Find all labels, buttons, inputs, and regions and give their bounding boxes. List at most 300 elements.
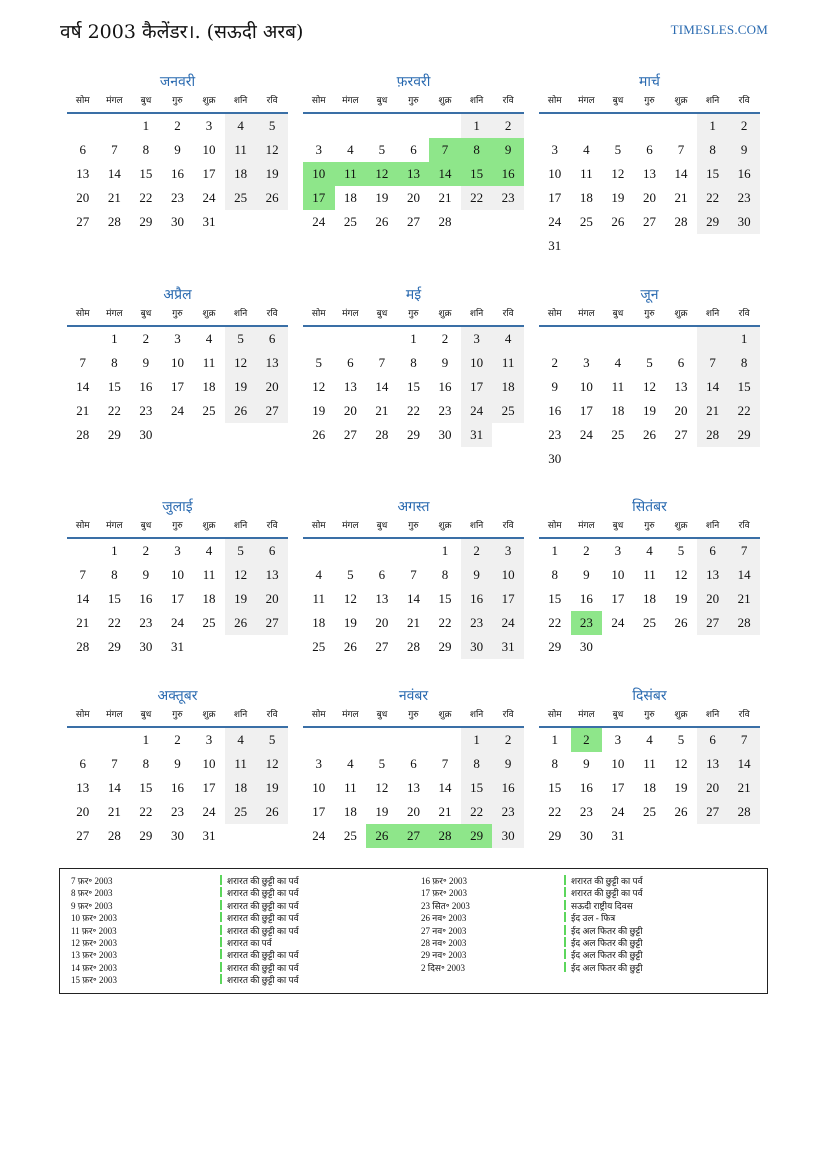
day-cell: 23 xyxy=(139,403,153,418)
day-cell: 10 xyxy=(170,355,184,370)
day-cell: 17 xyxy=(312,804,326,819)
weekday-label: गुरु xyxy=(408,521,419,531)
day-cell: 23 xyxy=(728,186,760,210)
weekday-header xyxy=(539,707,760,728)
day-cell: 8 xyxy=(697,138,729,162)
day-cell: 24 xyxy=(202,804,216,819)
day-cell: 9 xyxy=(551,379,559,394)
day-cell: 10 xyxy=(579,379,593,394)
month-calendar xyxy=(67,686,288,848)
day-cell: 25 xyxy=(312,639,326,654)
day-cell: 1 xyxy=(111,331,118,346)
day-cell: 14 xyxy=(107,780,121,795)
day-cell: 8 xyxy=(461,138,493,162)
empty-cell xyxy=(571,327,603,351)
day-cell: 30 xyxy=(170,828,184,843)
empty-cell xyxy=(303,728,335,752)
day-cell: 1 xyxy=(142,732,150,747)
day-cell: 30 xyxy=(170,214,184,229)
day-cell: 5 xyxy=(315,355,323,370)
day-cell: 10 xyxy=(170,567,184,582)
day-grid xyxy=(303,327,524,447)
empty-cell xyxy=(602,234,634,258)
empty-cell xyxy=(665,234,697,258)
day-cell: 26 xyxy=(312,427,326,442)
day-cell: 19 xyxy=(225,375,257,399)
day-cell: 18 xyxy=(225,162,257,186)
day-cell: 12 xyxy=(375,780,389,795)
day-cell: 11 xyxy=(580,166,593,181)
day-cell: 24 xyxy=(312,828,326,843)
weekday-label: बुध xyxy=(376,96,388,106)
weekday-label: गुरु xyxy=(172,521,183,531)
day-cell: 5 xyxy=(256,114,288,138)
legend-date: 7 फ़र॰ 2003 xyxy=(71,876,113,886)
empty-cell xyxy=(193,635,225,659)
site-link[interactable]: TIMESLES.COM xyxy=(670,22,768,37)
day-cell: 5 xyxy=(614,142,622,157)
weekday-label: बुध xyxy=(612,521,624,531)
day-cell: 11 xyxy=(335,162,367,186)
day-cell: 15 xyxy=(139,166,153,181)
day-cell: 21 xyxy=(76,403,90,418)
day-cell: 6 xyxy=(79,756,87,771)
day-cell: 26 xyxy=(642,427,656,442)
day-cell: 3 xyxy=(614,732,622,747)
day-cell: 17 xyxy=(202,780,216,795)
day-cell: 11 xyxy=(643,567,656,582)
day-cell: 2 xyxy=(441,331,449,346)
day-cell: 29 xyxy=(139,828,153,843)
day-cell: 6 xyxy=(410,142,417,157)
day-cell: 9 xyxy=(441,355,449,370)
day-cell: 16 xyxy=(492,776,524,800)
day-cell: 28 xyxy=(674,214,688,229)
month-calendar xyxy=(67,497,288,659)
day-cell: 29 xyxy=(406,427,420,442)
empty-cell xyxy=(366,539,398,563)
day-cell: 7 xyxy=(697,351,729,375)
day-cell: 4 xyxy=(315,567,323,582)
day-cell: 19 xyxy=(256,162,288,186)
legend-dates-right xyxy=(421,875,470,974)
day-cell: 17 xyxy=(170,379,184,394)
day-cell: 27 xyxy=(697,611,729,635)
day-cell: 2 xyxy=(571,728,603,752)
month-name: अप्रैल xyxy=(163,287,192,303)
weekday-label: शनि xyxy=(469,521,484,531)
legend-names-right xyxy=(564,875,643,974)
empty-cell xyxy=(67,327,99,351)
empty-cell xyxy=(366,114,398,138)
day-cell: 3 xyxy=(315,756,323,771)
day-cell: 18 xyxy=(642,780,656,795)
day-cell: 12 xyxy=(674,567,688,582)
day-cell: 29 xyxy=(107,427,121,442)
day-cell: 26 xyxy=(225,399,257,423)
weekday-label: शुक्र xyxy=(438,710,452,720)
day-cell: 30 xyxy=(579,828,593,843)
empty-cell xyxy=(162,423,194,447)
day-cell: 22 xyxy=(548,615,562,630)
day-cell: 20 xyxy=(256,587,288,611)
legend-holiday-name: ईद अल फितर की छुट्टी xyxy=(564,949,643,961)
empty-cell xyxy=(602,114,634,138)
day-cell: 21 xyxy=(107,804,121,819)
holiday-color-marker xyxy=(220,887,222,897)
day-cell: 1 xyxy=(551,732,559,747)
month-name: मई xyxy=(405,287,422,303)
day-cell: 9 xyxy=(583,756,590,771)
day-cell: 15 xyxy=(548,780,562,795)
day-cell: 28 xyxy=(76,639,90,654)
day-cell: 23 xyxy=(492,186,524,210)
day-cell: 19 xyxy=(343,615,357,630)
day-cell: 30 xyxy=(548,451,562,466)
empty-cell xyxy=(728,824,760,848)
legend-holiday-name: शरारत की छुट्टी का पर्व xyxy=(220,875,299,887)
day-cell: 19 xyxy=(375,804,389,819)
day-cell: 3 xyxy=(492,539,524,563)
weekday-label: गुरु xyxy=(172,309,183,319)
day-cell: 23 xyxy=(170,804,184,819)
day-cell: 2 xyxy=(492,114,524,138)
holiday-color-marker xyxy=(220,937,222,947)
weekday-label: शनि xyxy=(233,710,248,720)
day-cell: 4 xyxy=(225,114,257,138)
day-cell: 19 xyxy=(312,403,326,418)
empty-cell xyxy=(99,114,131,138)
day-grid xyxy=(303,539,524,659)
legend-date: 16 फ़र॰ 2003 xyxy=(421,876,467,886)
day-cell: 3 xyxy=(174,331,181,346)
day-cell: 12 xyxy=(225,351,257,375)
weekday-label: सोम xyxy=(547,710,562,720)
day-cell: 12 xyxy=(312,379,326,394)
day-cell: 24 xyxy=(611,804,625,819)
day-cell: 10 xyxy=(548,166,562,181)
day-cell: 8 xyxy=(410,355,417,370)
weekday-label: रवि xyxy=(738,96,750,106)
day-cell: 21 xyxy=(406,615,420,630)
day-cell: 11 xyxy=(492,351,524,375)
day-cell: 9 xyxy=(142,567,150,582)
weekday-label: शुक्र xyxy=(438,96,452,106)
day-cell: 8 xyxy=(551,567,559,582)
day-cell: 12 xyxy=(225,563,257,587)
day-cell: 13 xyxy=(697,752,729,776)
day-cell: 29 xyxy=(438,639,452,654)
month-name: जुलाई xyxy=(162,499,193,515)
empty-cell xyxy=(256,824,288,848)
day-cell: 31 xyxy=(611,828,625,843)
holiday-color-marker xyxy=(220,949,222,959)
day-cell: 19 xyxy=(642,403,656,418)
day-cell: 8 xyxy=(111,567,118,582)
month-calendar xyxy=(303,497,524,659)
day-cell: 14 xyxy=(76,591,90,606)
empty-cell xyxy=(728,234,760,258)
day-cell: 3 xyxy=(551,142,559,157)
holiday-color-marker xyxy=(564,937,566,947)
day-cell: 18 xyxy=(611,403,625,418)
legend-date: 9 फ़र॰ 2003 xyxy=(71,900,113,911)
day-cell: 28 xyxy=(728,800,760,824)
day-cell: 14 xyxy=(375,379,389,394)
day-cell: 31 xyxy=(461,423,493,447)
day-cell: 30 xyxy=(139,639,153,654)
day-cell: 1 xyxy=(142,118,150,133)
day-cell: 17 xyxy=(170,591,184,606)
empty-cell xyxy=(697,447,729,471)
weekday-label: रवि xyxy=(266,309,278,319)
weekday-label: मंगल xyxy=(578,710,595,720)
day-cell: 7 xyxy=(728,539,760,563)
day-cell: 6 xyxy=(256,327,288,351)
weekday-header xyxy=(539,93,760,114)
day-cell: 8 xyxy=(142,756,150,771)
weekday-label: रवि xyxy=(502,521,514,531)
day-cell: 9 xyxy=(583,567,590,582)
day-cell: 19 xyxy=(225,587,257,611)
day-cell: 22 xyxy=(107,615,121,630)
day-cell: 22 xyxy=(438,615,452,630)
weekday-label: शुक्र xyxy=(674,521,688,531)
day-cell: 7 xyxy=(429,138,461,162)
holiday-color-marker xyxy=(220,925,222,935)
day-cell: 16 xyxy=(170,780,184,795)
weekday-header xyxy=(67,306,288,327)
weekday-label: शुक्र xyxy=(674,96,688,106)
weekday-label: सोम xyxy=(75,521,90,531)
empty-cell xyxy=(602,635,634,659)
day-cell: 4 xyxy=(646,543,653,558)
day-cell: 18 xyxy=(312,615,326,630)
day-cell: 3 xyxy=(461,327,493,351)
month-calendar xyxy=(303,686,524,848)
day-cell: 1 xyxy=(728,327,760,351)
empty-cell xyxy=(366,327,398,351)
day-cell: 19 xyxy=(674,591,688,606)
day-cell: 12 xyxy=(256,752,288,776)
day-cell: 10 xyxy=(461,351,493,375)
day-cell: 3 xyxy=(205,118,213,133)
day-cell: 31 xyxy=(202,214,216,229)
weekday-label: बुध xyxy=(140,309,152,319)
day-cell: 25 xyxy=(642,615,656,630)
legend-holiday-name: सऊदी राष्ट्रीय दिवस xyxy=(564,900,643,912)
month-calendar xyxy=(67,72,288,234)
day-cell: 11 xyxy=(312,591,326,606)
empty-cell xyxy=(602,447,634,471)
weekday-label: रवि xyxy=(502,710,514,720)
day-cell: 13 xyxy=(697,563,729,587)
weekday-label: शुक्र xyxy=(202,309,216,319)
day-cell: 11 xyxy=(643,756,656,771)
day-cell: 26 xyxy=(674,615,688,630)
day-grid xyxy=(67,327,288,447)
day-cell: 28 xyxy=(76,427,90,442)
weekday-label: शनि xyxy=(705,710,720,720)
day-cell: 7 xyxy=(79,567,87,582)
empty-cell xyxy=(398,539,430,563)
weekday-label: शनि xyxy=(233,309,248,319)
day-cell: 13 xyxy=(343,379,357,394)
day-cell: 13 xyxy=(76,166,90,181)
day-cell: 20 xyxy=(642,190,656,205)
day-cell: 6 xyxy=(646,142,653,157)
day-cell: 1 xyxy=(461,728,493,752)
day-cell: 19 xyxy=(256,776,288,800)
day-cell: 24 xyxy=(170,403,184,418)
legend-date: 2 दिस॰ 2003 xyxy=(421,962,466,973)
legend-holiday-name: ईद अल फितर की छुट्टी xyxy=(564,937,643,949)
day-cell: 29 xyxy=(728,423,760,447)
legend-names-left xyxy=(220,875,299,987)
empty-cell xyxy=(665,114,697,138)
month-calendar xyxy=(539,497,760,659)
day-grid xyxy=(303,114,524,234)
day-cell: 13 xyxy=(674,379,688,394)
day-cell: 8 xyxy=(551,756,559,771)
day-cell: 31 xyxy=(202,828,216,843)
empty-cell xyxy=(335,539,367,563)
empty-cell xyxy=(728,447,760,471)
day-cell: 21 xyxy=(76,615,90,630)
day-cell: 9 xyxy=(728,138,760,162)
holiday-color-marker xyxy=(220,962,222,972)
day-cell: 9 xyxy=(174,756,181,771)
day-cell: 3 xyxy=(583,355,590,370)
day-grid xyxy=(67,114,288,234)
day-cell: 14 xyxy=(697,375,729,399)
day-cell: 20 xyxy=(697,776,729,800)
weekday-label: बुध xyxy=(140,521,152,531)
day-cell: 20 xyxy=(697,587,729,611)
empty-cell xyxy=(225,210,257,234)
weekday-label: शनि xyxy=(705,309,720,319)
day-cell: 24 xyxy=(170,615,184,630)
day-cell: 8 xyxy=(111,355,118,370)
day-cell: 26 xyxy=(366,824,398,848)
holiday-color-marker xyxy=(564,900,566,910)
empty-cell xyxy=(634,114,666,138)
day-cell: 9 xyxy=(492,752,524,776)
day-cell: 7 xyxy=(111,756,118,771)
day-cell: 5 xyxy=(256,728,288,752)
month-name: दिसंबर xyxy=(632,688,667,704)
day-cell: 15 xyxy=(697,162,729,186)
weekday-label: गुरु xyxy=(408,96,419,106)
legend-date: 26 नव॰ 2003 xyxy=(421,913,467,924)
day-cell: 2 xyxy=(551,355,559,370)
month-calendar xyxy=(303,72,524,234)
day-cell: 15 xyxy=(461,162,493,186)
weekday-label: गुरु xyxy=(408,309,419,319)
weekday-label: शुक्र xyxy=(202,96,216,106)
day-cell: 21 xyxy=(438,190,452,205)
day-cell: 12 xyxy=(343,591,357,606)
day-cell: 18 xyxy=(579,190,593,205)
day-cell: 28 xyxy=(406,639,420,654)
weekday-label: रवि xyxy=(738,710,750,720)
day-cell: 14 xyxy=(107,166,121,181)
weekday-label: मंगल xyxy=(342,710,359,720)
day-cell: 25 xyxy=(611,427,625,442)
month-calendar xyxy=(539,686,760,848)
day-cell: 6 xyxy=(347,355,354,370)
day-cell: 13 xyxy=(406,780,420,795)
day-cell: 14 xyxy=(674,166,688,181)
day-cell: 18 xyxy=(492,375,524,399)
day-cell: 4 xyxy=(492,327,524,351)
day-cell: 26 xyxy=(343,639,357,654)
day-cell: 2 xyxy=(728,114,760,138)
day-cell: 26 xyxy=(256,800,288,824)
weekday-label: शनि xyxy=(469,96,484,106)
day-cell: 28 xyxy=(728,611,760,635)
holiday-color-marker xyxy=(220,912,222,922)
weekday-header xyxy=(67,93,288,114)
day-cell: 26 xyxy=(256,186,288,210)
day-cell: 16 xyxy=(728,162,760,186)
day-cell: 12 xyxy=(674,756,688,771)
weekday-label: मंगल xyxy=(578,309,595,319)
empty-cell xyxy=(193,423,225,447)
day-cell: 18 xyxy=(202,591,216,606)
day-cell: 13 xyxy=(256,563,288,587)
day-cell: 21 xyxy=(674,190,688,205)
empty-cell xyxy=(256,210,288,234)
empty-cell xyxy=(634,234,666,258)
holiday-legend xyxy=(59,868,768,994)
day-cell: 29 xyxy=(107,639,121,654)
day-cell: 11 xyxy=(202,355,216,370)
day-cell: 8 xyxy=(728,351,760,375)
day-cell: 12 xyxy=(642,379,656,394)
weekday-label: शुक्र xyxy=(202,710,216,720)
weekday-label: मंगल xyxy=(106,96,123,106)
day-cell: 24 xyxy=(202,190,216,205)
day-cell: 7 xyxy=(728,728,760,752)
empty-cell xyxy=(697,327,729,351)
day-cell: 9 xyxy=(142,355,150,370)
weekday-label: मंगल xyxy=(578,521,595,531)
weekday-label: शुक्र xyxy=(438,309,452,319)
day-cell: 2 xyxy=(583,543,590,558)
month-calendar xyxy=(303,285,524,447)
weekday-label: सोम xyxy=(311,710,326,720)
weekday-label: सोम xyxy=(547,521,562,531)
weekday-label: सोम xyxy=(547,96,562,106)
day-cell: 30 xyxy=(139,427,153,442)
day-cell: 21 xyxy=(438,804,452,819)
day-cell: 23 xyxy=(170,190,184,205)
legend-date: 14 फ़र॰ 2003 xyxy=(71,962,117,973)
weekday-label: बुध xyxy=(376,309,388,319)
day-cell: 13 xyxy=(76,780,90,795)
day-cell: 9 xyxy=(461,563,493,587)
day-cell: 16 xyxy=(170,166,184,181)
weekday-label: गुरु xyxy=(644,96,655,106)
weekday-header xyxy=(303,707,524,728)
day-cell: 1 xyxy=(410,331,417,346)
day-cell: 6 xyxy=(677,355,685,370)
legend-date: 29 नव॰ 2003 xyxy=(421,950,467,961)
empty-cell xyxy=(697,635,729,659)
day-cell: 4 xyxy=(614,355,622,370)
day-grid xyxy=(539,539,760,659)
